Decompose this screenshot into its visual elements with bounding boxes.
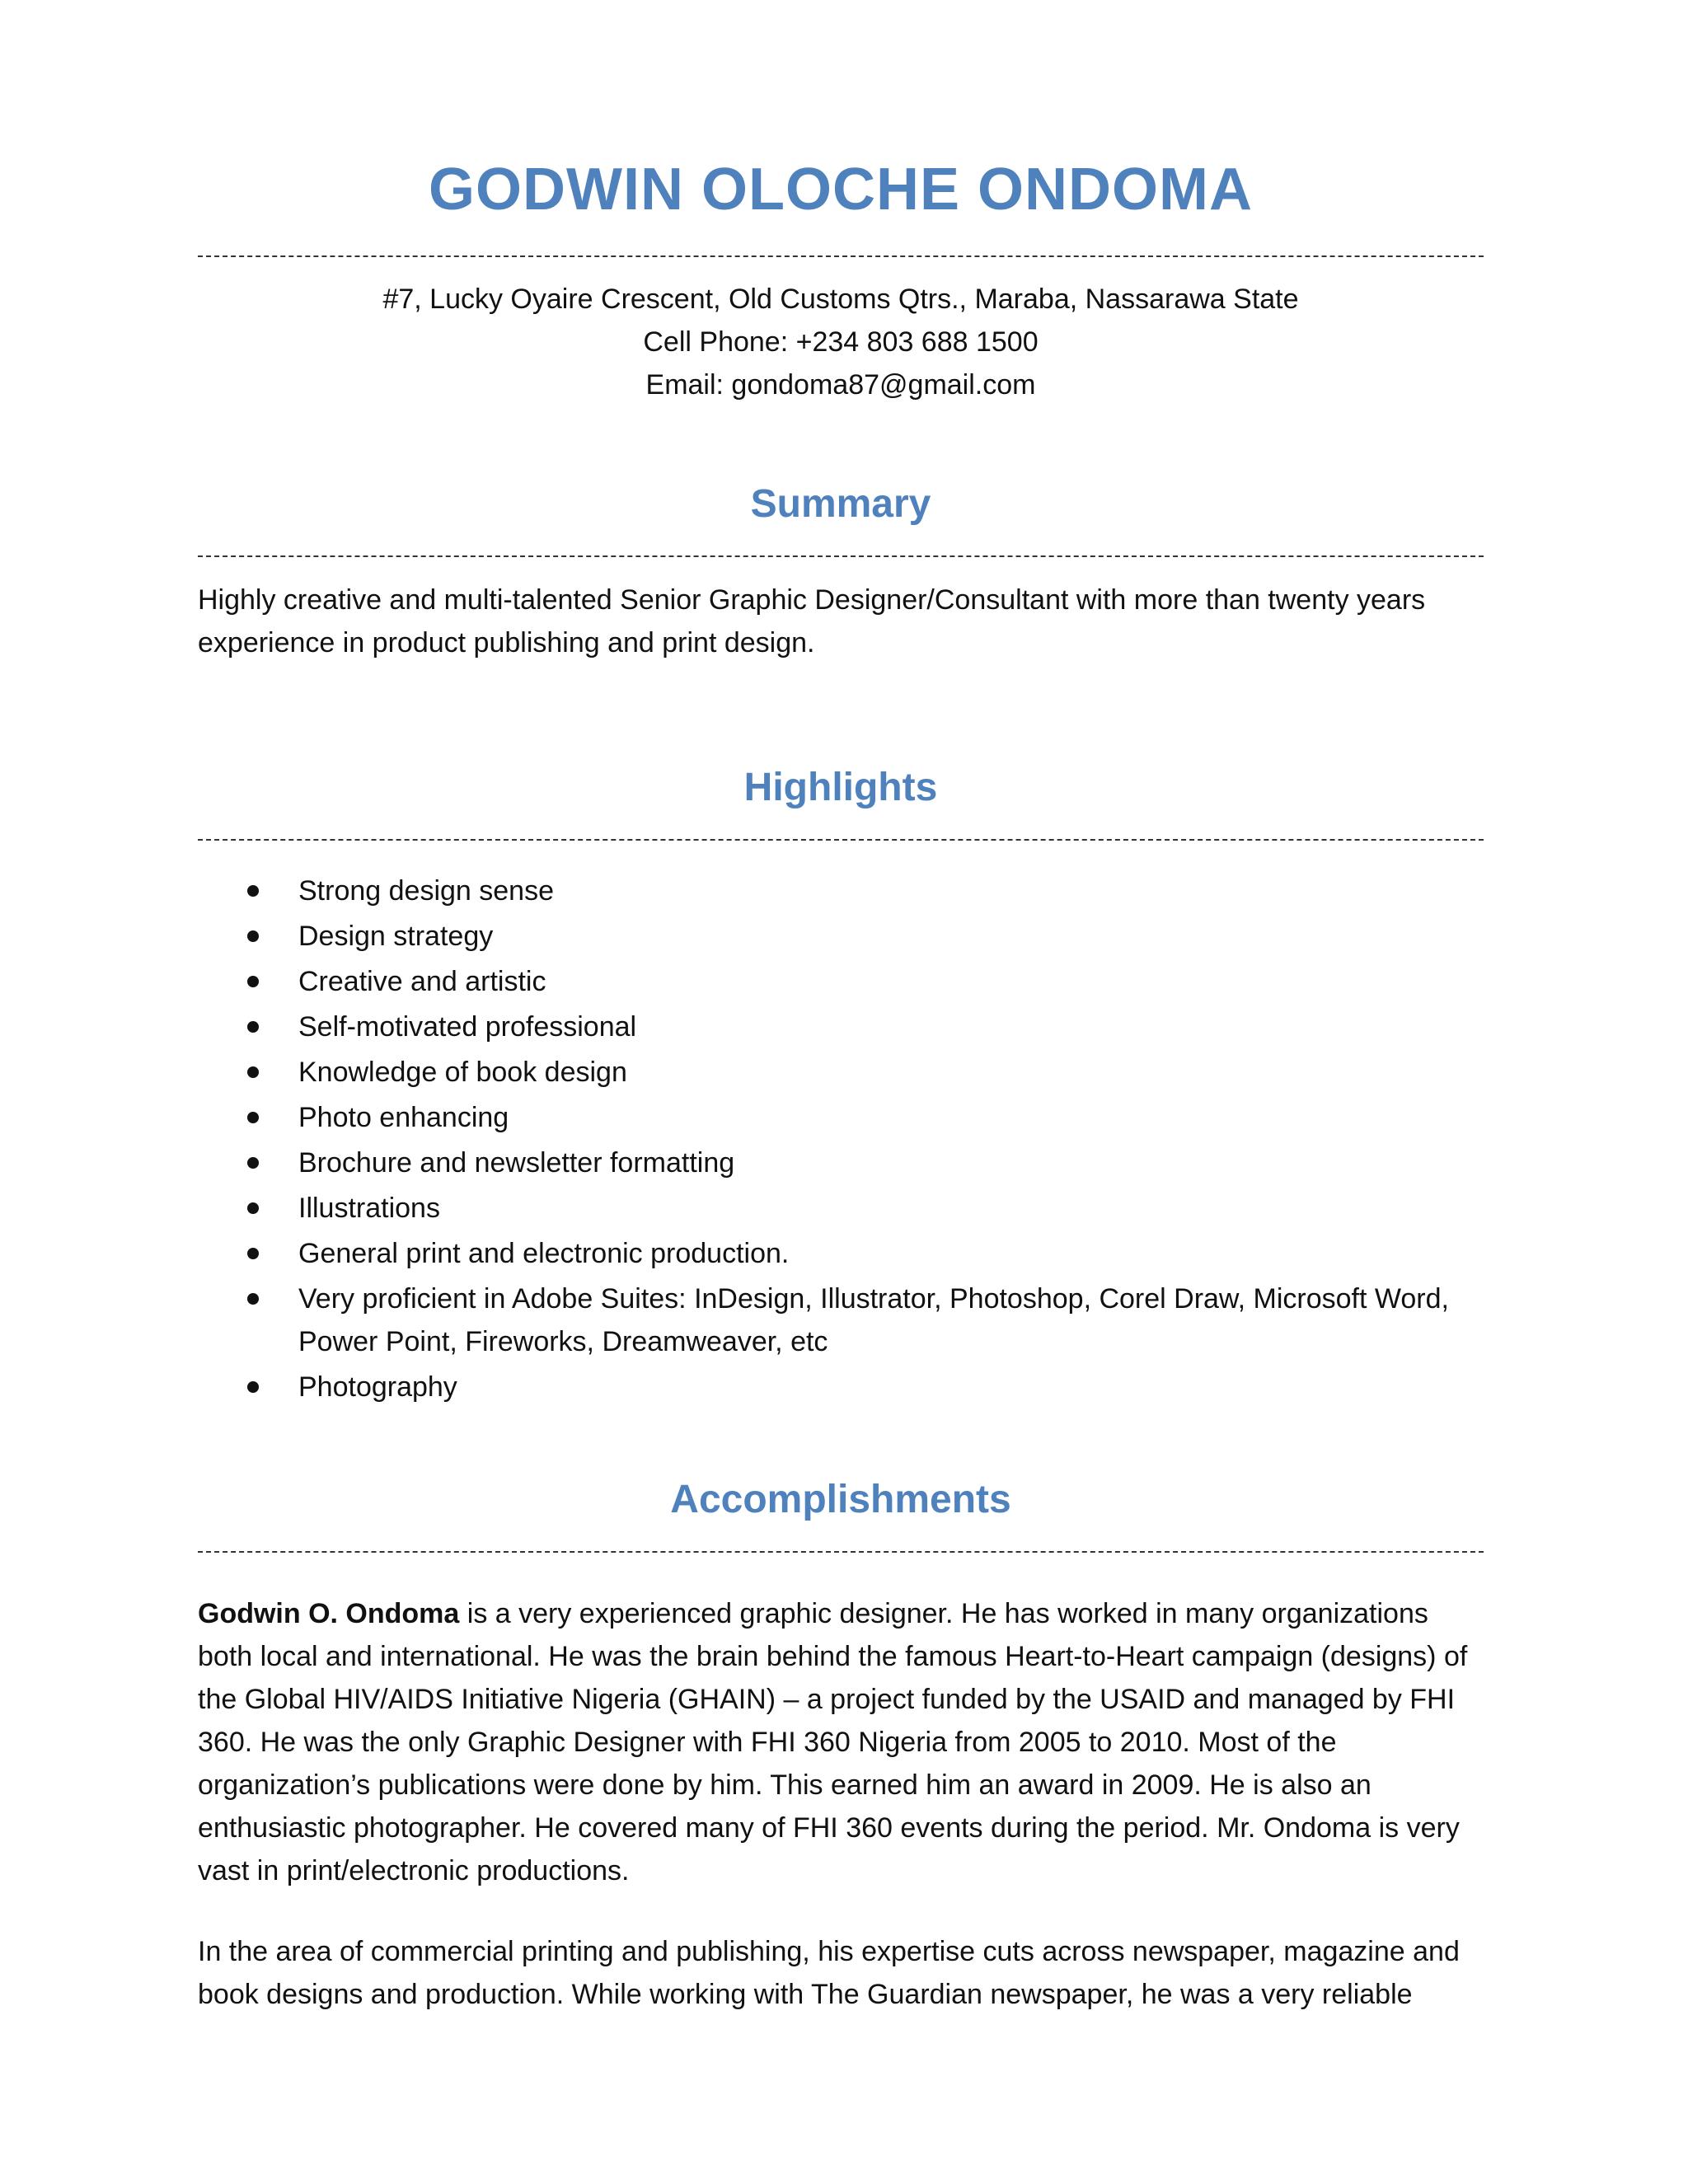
bullet-icon <box>247 1021 259 1033</box>
highlights-list <box>198 869 1484 1411</box>
divider-rule <box>198 1551 1484 1553</box>
divider-rule <box>198 839 1484 841</box>
highlight-item <box>198 1005 1484 1048</box>
bullet-icon <box>247 1248 259 1259</box>
bullet-icon <box>247 1157 259 1169</box>
highlights-title: Highlights <box>743 766 938 809</box>
highlight-text: Photo enhancing <box>298 1102 509 1133</box>
highlight-text: Design strategy <box>298 921 494 952</box>
highlight-text: Self-motivated professional <box>298 1011 637 1043</box>
bullet-icon <box>247 930 259 942</box>
highlight-item <box>198 1141 1484 1184</box>
phone-line: Cell Phone: +234 803 688 1500 <box>643 326 1039 358</box>
resume-name: GODWIN OLOCHE ONDOMA <box>429 157 1253 223</box>
highlight-text: General print and electronic production. <box>298 1238 790 1269</box>
bullet-icon <box>247 1112 259 1123</box>
bullet-icon <box>247 1293 259 1305</box>
highlight-text: Photography <box>298 1371 457 1403</box>
highlight-text: Illustrations <box>298 1193 440 1224</box>
highlight-item <box>198 1051 1484 1094</box>
highlight-text: Strong design sense <box>298 875 554 907</box>
highlight-text: Knowledge of book design <box>298 1057 627 1088</box>
email-line: Email: gondoma87@gmail.com <box>645 369 1036 401</box>
highlight-item <box>198 1187 1484 1230</box>
highlight-item <box>198 1096 1484 1139</box>
address-line: #7, Lucky Oyaire Crescent, Old Customs Qtrs., Maraba, Nassarawa State <box>382 284 1299 315</box>
bullet-icon <box>247 1381 259 1393</box>
accomplishments-title: Accomplishments <box>670 1478 1011 1521</box>
subject-name: Godwin O. Ondoma <box>198 1598 460 1629</box>
highlight-item <box>198 960 1484 1003</box>
summary-text: Highly creative and multi-talented Senior Graphic Designer/Consultant with more than twenty years experience in product publishing and print design. <box>198 584 1426 658</box>
divider-rule <box>198 555 1484 557</box>
accomplishments-text-1: is a very experienced graphic designer. He has worked in many organizations both local and international. He was the brain behind the famous Heart-to-Heart campaign (designs) of the Global HIV/AIDS Initiative Nigeria (GHAIN) – a project funded by the USAID and managed by FHI 360. He was the only Graphic Designer with FHI 360 Nigeria from 2005 to 2010. Most of the organization’s publications were done by him. This earned him an award in 2009. He is also an enthusiastic photographer. He covered many of FHI 360 events during the period. Mr. Ondoma is very vast in print/electronic productions. <box>198 1598 1468 1886</box>
highlight-text: Creative and artistic <box>298 966 546 997</box>
accomplishments-paragraph-1 <box>198 1592 1484 1892</box>
highlight-text: Very proficient in Adobe Suites: InDesign, Illustrator, Photoshop, Corel Draw, Microsoft Word, Power Point, Fireworks, Dreamweaver, etc <box>298 1283 1449 1357</box>
highlight-item <box>198 915 1484 958</box>
contact-block <box>198 278 1484 406</box>
highlight-item <box>198 1232 1484 1275</box>
highlight-text: Brochure and newsletter formatting <box>298 1147 735 1179</box>
bullet-icon <box>247 976 259 987</box>
bullet-icon <box>247 885 259 897</box>
highlight-item <box>198 1366 1484 1408</box>
bullet-icon <box>247 1202 259 1214</box>
accomplishments-paragraph-2: In the area of commercial printing and publishing, his expertise cuts across newspaper, magazine and book designs and production. While working with The Guardian newspaper, he was a very reliable <box>198 1936 1460 2010</box>
bullet-icon <box>247 1066 259 1078</box>
highlight-item <box>198 1277 1484 1363</box>
divider-rule <box>198 255 1484 257</box>
highlight-item <box>198 869 1484 912</box>
summary-title: Summary <box>750 482 931 526</box>
